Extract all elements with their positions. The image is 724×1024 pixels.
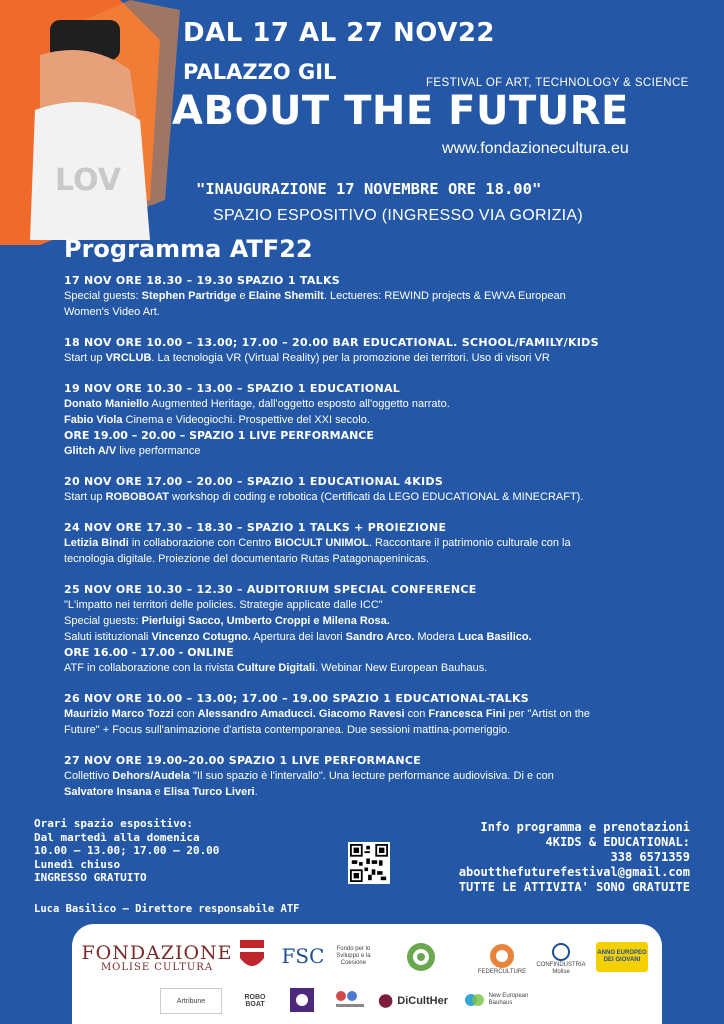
phone-number[interactable]: 338 6571359 [610,850,690,864]
exhibition-space: SPAZIO ESPOSITIVO (INGRESSO VIA GORIZIA) [213,207,583,224]
federculture-icon [489,943,515,969]
dicultHer-icon [378,992,393,1010]
festival-title: ABOUT THE FUTURE [172,88,629,134]
hero-vr-girl-image [0,0,200,250]
new-european-bauhaus-logo: New European Bauhaus [456,986,536,1014]
event-description: tecnologia digitale. Proiezione del documentario Rutas Patagonapeninicas. [64,553,430,565]
event-26-nov [64,691,684,738]
event-19-nov [64,381,684,459]
event-17-nov [64,273,684,320]
email-address[interactable]: aboutthefuturefestival@gmail.com [458,865,690,879]
event-subheading: ORE 19.00 – 20.00 – SPAZIO 1 LIVE PERFORMANCE [64,429,374,442]
event-description: Saluti istituzionali Vincenzo Cotugno. Apertura dei lavori Sandro Arco. Modera Luca Basilico. [64,631,532,643]
event-description: Collettivo Dehors/Audela "Il suo spazio è l'intervallo". Una lecture performance audiovisiva. Di e con [64,770,554,782]
event-description: Start up ROBOBOAT workshop di coding e robotica (Certificati da LEGO EDUCATIONAL & MINECRAFT). [64,491,584,503]
info-contacts [459,820,690,895]
event-description: Letizia Bindi in collaborazione con Centro BIOCULT UNIMOL. Raccontare il patrimonio culturale con la [64,537,571,549]
event-heading: 26 NOV ORE 10.00 – 13.00; 17.00 – 19.00 SPAZIO 1 EDUCATIONAL-TALKS [64,692,530,705]
fondazione-molise-cultura-logo: FONDAZIONE MOLISE CULTURA [81,941,233,973]
event-24-nov [64,520,684,567]
event-description: Fabio Viola Cinema e Videogiochi. Prospettive del XXI secolo. [64,414,370,426]
event-subheading: ORE 16.00 - 17.00 - ONLINE [64,646,234,659]
anno-europeo-giovani-logo: ANNO EUROPEO DEI GIOVANI [596,942,648,972]
qr-code-icon[interactable] [348,842,390,884]
info-line: TUTTE LE ATTIVITA' SONO GRATUITE [458,880,690,894]
info-line: Info programma e prenotazioni [480,820,690,834]
confindustria-logo: CONFINDUSTRIA Molise [536,936,586,982]
inauguration-note: "INAUGURAZIONE 17 NOVEMBRE ORE 18.00" [196,180,542,198]
event-27-nov [64,753,684,800]
event-description: Future" + Focus sull'animazione d'artista contemporanea. Due sessioni mattina-pomeriggio. [64,724,511,736]
sponsor-logos-panel [72,924,662,1024]
event-description: Special guests: Pierluigi Sacco, Umberto Croppi e Milena Rosa. [64,615,390,627]
event-heading: 24 NOV ORE 17.30 – 18.30 – SPAZIO 1 TALKS + PROIEZIONE [64,521,447,534]
info-line: 4KIDS & EDUCATIONAL: [545,835,690,849]
event-description: Special guests: Stephen Partridge e Elaine Shemilt. Lectueres: REWIND projects & EWVA European [64,290,566,302]
event-25-nov [64,582,684,676]
event-description: Salvatore Insana e Elisa Turco Liveri. [64,786,258,798]
event-description: "L'impatto nei territori delle policies. Strategie applicate dalle ICC" [64,599,383,611]
opening-hours [34,817,219,885]
event-description: Maurizio Marco Tozzi con Alessandro Amaducci. Giacomo Ravesi con Francesca Fini per "Artist on the [64,708,591,720]
biocult-icon [332,988,368,1012]
director-credit: Luca Basilico – Direttore responsabile ATF [34,903,300,915]
regione-molise-shield-icon [238,938,266,974]
event-description: ATF in collaborazione con la rivista Culture Digitali. Webinar New European Bauhaus. [64,662,488,674]
roboboat-logo: ROBO BOAT [244,994,266,1008]
festival-tagline: FESTIVAL OF ART, TECHNOLOGY & SCIENCE [426,77,689,89]
artribune-logo: Artribune [160,988,222,1014]
event-18-nov [64,335,684,366]
dicultHer-logo: DiCultHer [378,988,448,1014]
event-heading: 19 NOV ORE 10.30 – 13.00 – SPAZIO 1 EDUCATIONAL [64,382,401,395]
event-heading: 25 NOV ORE 10.30 – 12.30 – AUDITORIUM SPECIAL CONFERENCE [64,583,477,596]
federculture-logo: FEDERCULTURE [482,936,522,982]
program-events [64,273,684,815]
event-heading: 27 NOV ORE 19.00–20.00 SPAZIO 1 LIVE PERFORMANCE [64,754,422,767]
hours-line: Dal martedì alla domenica [34,830,200,844]
event-description: Women's Video Art. [64,306,160,318]
confindustria-icon [551,942,571,962]
fsc-logo: FSC Fondo per lo Sviluppo e la Coesione [281,944,371,968]
hours-line: 10.00 – 13.00; 17.00 – 20.00 [34,844,220,857]
event-20-nov [64,474,684,505]
neb-icon [464,989,486,1011]
event-heading: 18 NOV ORE 10.00 – 13.00; 17.00 – 20.00 BAR EDUCATIONAL. SCHOOL/FAMILY/KIDS [64,336,599,349]
event-description: Donato Maniello Augmented Heritage, dall'oggetto esposto all'oggetto narrato. [64,398,450,410]
event-description: Glitch A/V live performance [64,445,201,457]
hours-line: INGRESSO GRATUITO [34,871,147,884]
hours-line: Orari spazio espositivo: [34,817,193,830]
website-link[interactable]: www.fondazionecultura.eu [442,140,629,157]
circle-emblem-icon [406,942,436,972]
svg-text:LOV: LOV [55,163,121,198]
hours-line: Lunedì chiuso [34,857,121,871]
venue-name: PALAZZO GIL [183,60,337,84]
program-title: Programma ATF22 [64,235,313,263]
event-heading: 20 NOV ORE 17.00 – 20.00 – SPAZIO 1 EDUCATIONAL 4KIDS [64,475,444,488]
event-heading: 17 NOV ORE 18.30 – 19.30 SPAZIO 1 TALKS [64,274,341,287]
festival-dates: DAL 17 AL 27 NOV22 [183,18,495,48]
event-description: Start up VRCLUB. La tecnologia VR (Virtual Reality) per la promozione dei territori. Uso di visori VR [64,352,550,364]
unimol-icon [290,988,314,1012]
